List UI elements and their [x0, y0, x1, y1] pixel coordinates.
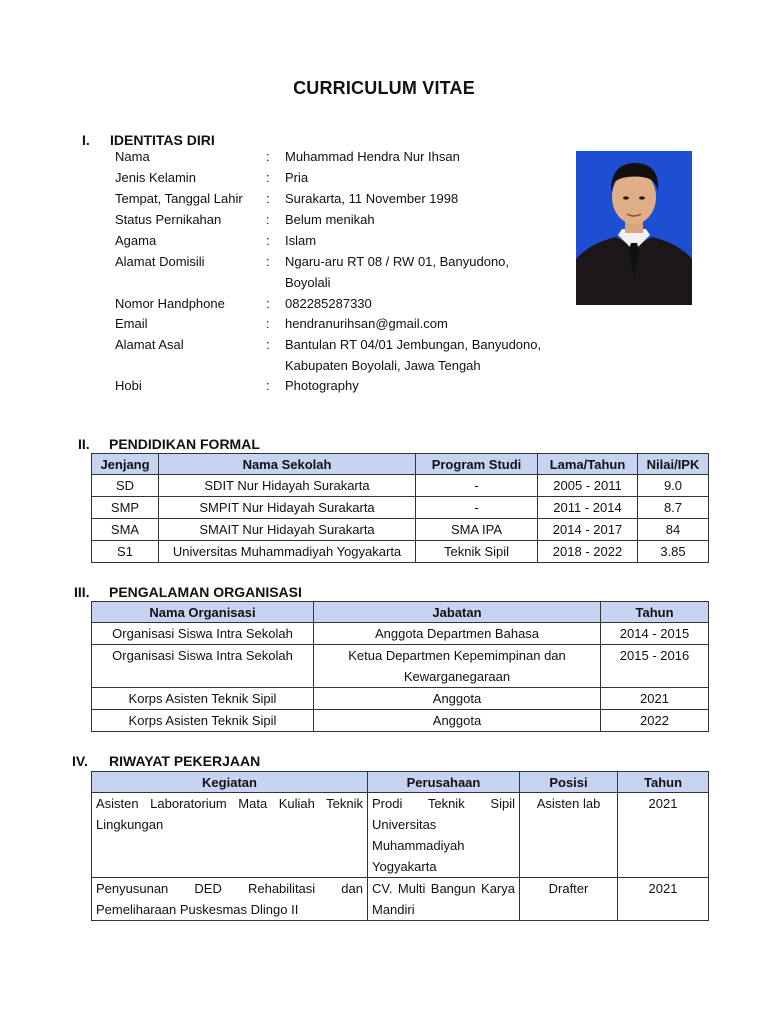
identity-value: Surakarta, 11 November 1998: [285, 191, 459, 206]
table-cell: -: [416, 475, 538, 497]
identity-value: Boyolali: [285, 275, 331, 290]
table-row: [92, 793, 709, 878]
table-cell: 2014 - 2017: [538, 519, 638, 541]
header-cell: Program Studi: [416, 454, 538, 475]
table-cell: Prodi Teknik Sipil Universitas Muhammadiyah Yogyakarta: [368, 793, 520, 878]
table-cell: Anggota Departmen Bahasa: [314, 623, 601, 645]
header-cell: Jabatan: [314, 602, 601, 623]
identity-value: Bantulan RT 04/01 Jembungan, Banyudono,: [285, 337, 542, 352]
table-cell: Organisasi Siswa Intra Sekolah: [92, 645, 314, 688]
identity-value: Belum menikah: [285, 212, 375, 227]
header-cell: Kegiatan: [92, 772, 368, 793]
identity-colon: :: [266, 191, 270, 206]
table-cell: 9.0: [638, 475, 709, 497]
identity-value: Pria: [285, 170, 309, 185]
header-cell: Nama Organisasi: [92, 602, 314, 623]
portrait-image: [576, 151, 692, 305]
page-title: CURRICULUM VITAE: [293, 78, 475, 98]
header-cell: Tahun: [601, 602, 709, 623]
work-table: [91, 771, 709, 921]
table-cell: Universitas Muhammadiyah Yogyakarta: [159, 541, 416, 563]
identity-colon: :: [266, 149, 270, 164]
table-cell: S1: [92, 541, 159, 563]
section-number: I.: [82, 132, 90, 148]
table-row: [92, 475, 709, 497]
table-cell: Penyusunan DED Rehabilitasi dan Pemeliharaan Puskesmas Dlingo II: [92, 878, 368, 921]
table-cell: SMPIT Nur Hidayah Surakarta: [159, 497, 416, 519]
table-row: [92, 519, 709, 541]
header-cell: Tahun: [618, 772, 709, 793]
table-cell: Korps Asisten Teknik Sipil: [92, 688, 314, 710]
table-cell: 2022: [601, 710, 709, 732]
table-header-row: [92, 602, 709, 623]
header-cell: Lama/Tahun: [538, 454, 638, 475]
table-cell: 2021: [618, 793, 709, 878]
identity-label: Agama: [115, 233, 157, 248]
header-cell: Nama Sekolah: [159, 454, 416, 475]
identity-value: hendranurihsan@gmail.com: [285, 316, 448, 331]
table-header-row: [92, 772, 709, 793]
table-cell: SMP: [92, 497, 159, 519]
identity-value: Muhammad Hendra Nur Ihsan: [285, 149, 460, 164]
table-row: [92, 710, 709, 732]
identity-label: Email: [115, 316, 148, 331]
identity-value: Kabupaten Boyolali, Jawa Tengah: [285, 358, 481, 373]
table-cell: 2015 - 2016: [601, 645, 709, 688]
identity-label: Tempat, Tanggal Lahir: [115, 191, 243, 206]
section-title: RIWAYAT PEKERJAAN: [109, 753, 261, 769]
profile-photo: [576, 151, 692, 305]
table-cell: 2018 - 2022: [538, 541, 638, 563]
header-cell: Posisi: [520, 772, 618, 793]
table-cell: Asisten Laboratorium Mata Kuliah Teknik Lingkungan: [92, 793, 368, 878]
table-cell: Asisten lab: [520, 793, 618, 878]
table-cell: 2021: [601, 688, 709, 710]
identity-colon: :: [266, 337, 270, 352]
table-cell: SD: [92, 475, 159, 497]
section-number: IV.: [72, 753, 88, 769]
header-cell: Jenjang: [92, 454, 159, 475]
organization-table: [91, 601, 709, 732]
identity-colon: :: [266, 316, 270, 331]
section-title: PENGALAMAN ORGANISASI: [109, 584, 302, 600]
section-title: PENDIDIKAN FORMAL: [109, 436, 260, 452]
identity-colon: :: [266, 212, 270, 227]
section-number: III.: [74, 584, 90, 600]
identity-value: Islam: [285, 233, 317, 248]
identity-value: 082285287330: [285, 296, 372, 311]
section-title: IDENTITAS DIRI: [110, 132, 215, 148]
table-row: [92, 623, 709, 645]
table-row: [92, 688, 709, 710]
table-cell: Teknik Sipil: [416, 541, 538, 563]
identity-label: Alamat Domisili: [115, 254, 205, 269]
table-cell: 2005 - 2011: [538, 475, 638, 497]
table-cell: SMAIT Nur Hidayah Surakarta: [159, 519, 416, 541]
table-cell: SMA: [92, 519, 159, 541]
table-cell: Korps Asisten Teknik Sipil: [92, 710, 314, 732]
identity-label: Alamat Asal: [115, 337, 184, 352]
identity-label: Hobi: [115, 378, 142, 393]
table-row: [92, 878, 709, 921]
header-cell: Nilai/IPK: [638, 454, 709, 475]
table-cell: 3.85: [638, 541, 709, 563]
section-number: II.: [78, 436, 90, 452]
identity-colon: :: [266, 296, 270, 311]
table-cell: Drafter: [520, 878, 618, 921]
identity-label: Nama: [115, 149, 150, 164]
table-cell: 8.7: [638, 497, 709, 519]
table-cell: CV. Multi Bangun Karya Mandiri: [368, 878, 520, 921]
table-cell: SMA IPA: [416, 519, 538, 541]
table-cell: -: [416, 497, 538, 519]
table-cell: Anggota: [314, 688, 601, 710]
table-cell: 2021: [618, 878, 709, 921]
table-row: [92, 645, 709, 688]
table-cell: SDIT Nur Hidayah Surakarta: [159, 475, 416, 497]
table-cell: 84: [638, 519, 709, 541]
identity-label: Jenis Kelamin: [115, 170, 196, 185]
table-cell: Anggota: [314, 710, 601, 732]
table-cell: 2011 - 2014: [538, 497, 638, 519]
identity-value: Ngaru-aru RT 08 / RW 01, Banyudono,: [285, 254, 510, 269]
identity-label: Status Pernikahan: [115, 212, 222, 227]
table-cell: Ketua Departmen Kepemimpinan dan Kewarganegaraan: [314, 645, 601, 688]
table-header-row: [92, 454, 709, 475]
identity-colon: :: [266, 233, 270, 248]
identity-colon: :: [266, 254, 270, 269]
table-cell: Organisasi Siswa Intra Sekolah: [92, 623, 314, 645]
table-row: [92, 541, 709, 563]
header-cell: Perusahaan: [368, 772, 520, 793]
identity-colon: :: [266, 378, 270, 393]
identity-label: Nomor Handphone: [115, 296, 225, 311]
table-cell: 2014 - 2015: [601, 623, 709, 645]
identity-colon: :: [266, 170, 270, 185]
table-row: [92, 497, 709, 519]
identity-value: Photography: [285, 378, 359, 393]
education-table: [91, 453, 709, 563]
